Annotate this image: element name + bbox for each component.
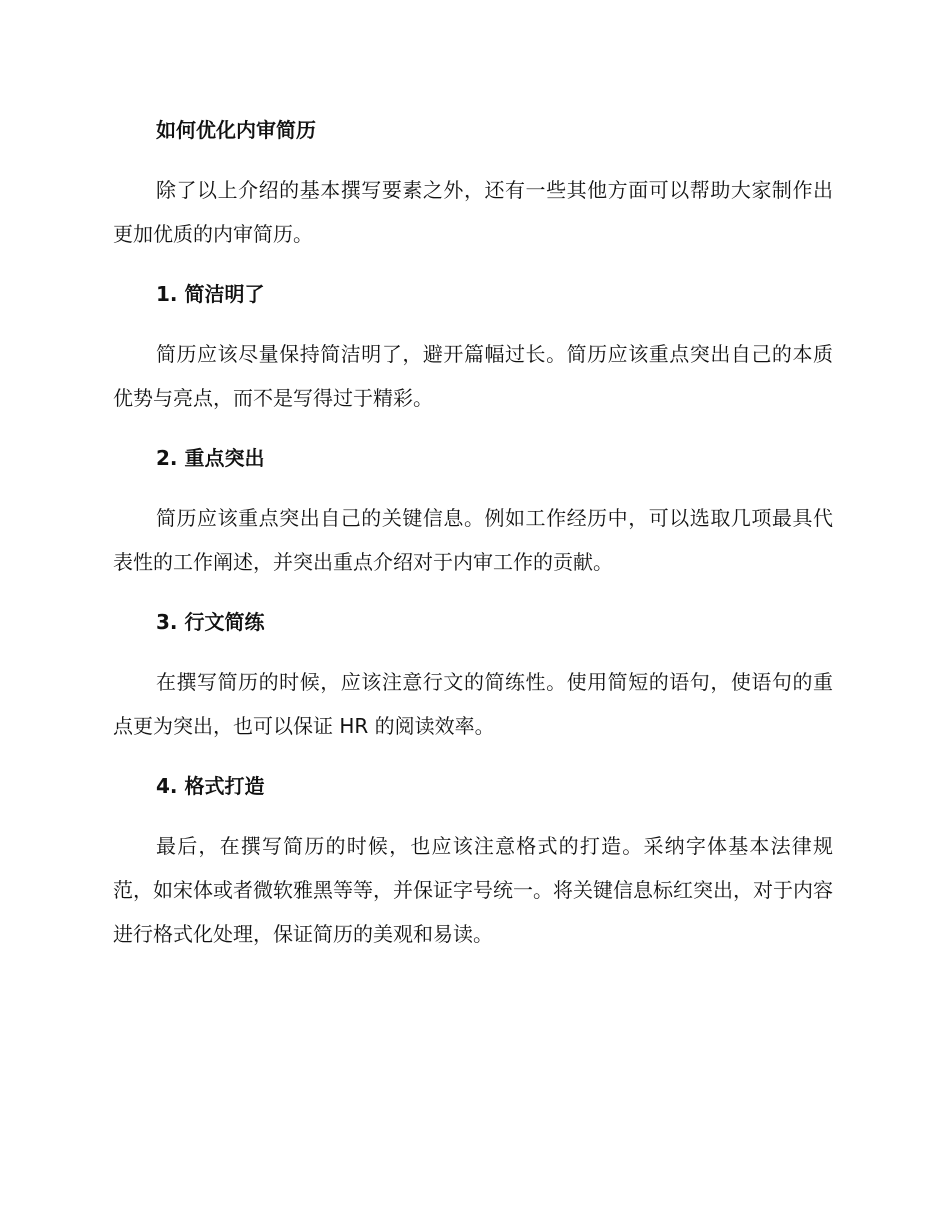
section-body-4: 最后，在撰写简历的时候，也应该注意格式的打造。采纳字体基本法律规范，如宋体或者微软雅黑等等，并保证字号统一。将关键信息标红突出，对于内容进行格式化处理，保证简历的美观和易读。 bbox=[113, 834, 833, 946]
section-body-1: 简历应该尽量保持简洁明了，避开篇幅过长。简历应该重点突出自己的本质优势与亮点，而不是写得过于精彩。 bbox=[113, 342, 833, 410]
spacer bbox=[113, 808, 833, 824]
spacer bbox=[113, 152, 833, 168]
spacer bbox=[113, 316, 833, 332]
spacer bbox=[113, 748, 833, 764]
section-heading-1: 1. 简洁明了 bbox=[156, 282, 265, 306]
document-title: 如何优化内审简历 bbox=[156, 118, 316, 142]
spacer bbox=[113, 420, 833, 436]
section-body-3: 在撰写简历的时候，应该注意行文的简练性。使用简短的语句，使语句的重点更为突出，也可以保证 HR 的阅读效率。 bbox=[113, 670, 833, 738]
section-heading-4: 4. 格式打造 bbox=[156, 774, 265, 798]
intro-paragraph: 除了以上介绍的基本撰写要素之外，还有一些其他方面可以帮助大家制作出更加优质的内审简历。 bbox=[113, 178, 833, 246]
section-heading-3: 3. 行文简练 bbox=[156, 610, 265, 634]
section-body-2: 简历应该重点突出自己的关键信息。例如工作经历中，可以选取几项最具代表性的工作阐述，并突出重点介绍对于内审工作的贡献。 bbox=[113, 506, 833, 574]
section-heading-2: 2. 重点突出 bbox=[156, 446, 265, 470]
spacer bbox=[113, 584, 833, 600]
document-content bbox=[113, 108, 833, 956]
spacer bbox=[113, 256, 833, 272]
spacer bbox=[113, 480, 833, 496]
spacer bbox=[113, 644, 833, 660]
